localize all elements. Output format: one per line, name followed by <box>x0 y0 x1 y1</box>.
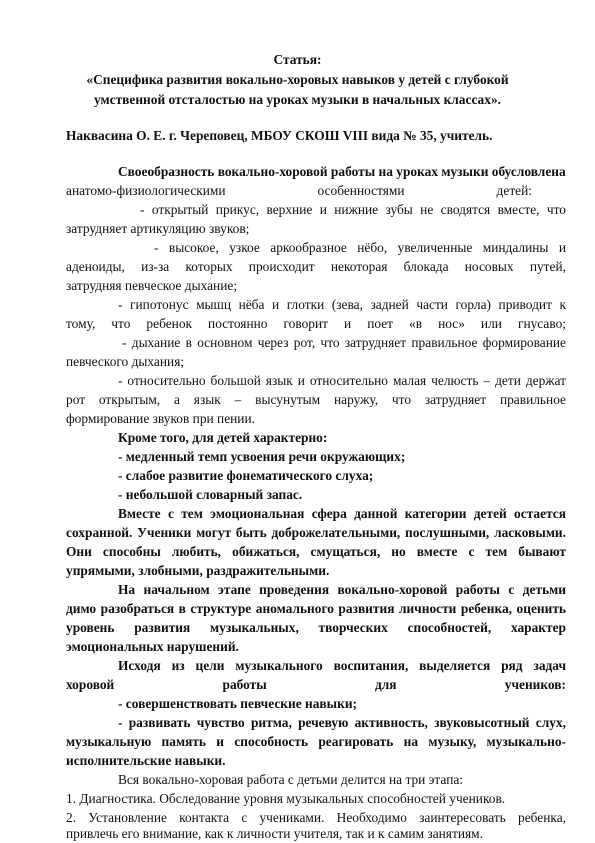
paragraph-line: - дыхание в основном через рот, что затрудняет правильное формирование <box>122 335 566 350</box>
paragraph-line: хоровой работы для учеников: <box>66 677 566 692</box>
list-item: 2. Установление контакта с учениками. Необходимо заинтересовать ребенка, <box>66 810 566 825</box>
paragraph-line: сохранной. Ученики могут быть доброжелательными, послушными, ласковыми. <box>66 525 566 540</box>
list-item: - совершенствовать певческие навыки; <box>118 696 357 711</box>
paragraph-line: Своеобразность вокально-хоровой работы на уроках музыки обусловлена <box>118 164 566 179</box>
list-item: - медленный темп усвоения речи окружающих; <box>118 449 406 464</box>
paragraph-line: исполнительские навыки. <box>66 753 226 768</box>
paragraph-line: затрудняя певческое дыхание; <box>66 278 238 293</box>
author-line: Наквасина О. Е. г. Череповец, МБОУ СКОШ VIII вида № 35, учитель. <box>66 128 493 143</box>
paragraph-line: привлечь его внимание, как к личности учителя, так и к самим занятиям. <box>66 826 483 841</box>
list-item: 1. Диагностика. Обследование уровня музыкальных способностей учеников. <box>66 791 506 806</box>
paragraph-line: музыкальную память и способность реагировать на музыку, музыкально- <box>66 734 566 749</box>
article-title-line-2: умственной отсталостью на уроках музыки в начальных классах». <box>94 92 501 107</box>
paragraph-line: рот открытым, а язык – высунутым наружу, что затрудняет правильное <box>66 392 566 407</box>
paragraph-line: Они способны любить, обижаться, смущаться, но вместе с тем бывают <box>66 544 566 559</box>
paragraph-line: эмоциональных нарушений. <box>66 639 239 654</box>
paragraph-line: - открытый прикус, верхние и нижние зубы не сводятся вместе, что <box>140 202 566 217</box>
paragraph-line: Вся вокально-хоровая работа с детьми делится на три этапа: <box>118 772 464 787</box>
paragraph-line: димо разобраться в структуре аномального развития личности ребенка, оценить <box>66 601 566 616</box>
paragraph-line: певческого дыхания; <box>66 354 185 369</box>
list-item: - небольшой словарный запас. <box>118 487 303 502</box>
paragraph-line: - высокое, узкое аркообразное нёбо, увеличенные миндалины и <box>154 240 566 255</box>
paragraph-line: уровень развития музыкальных, творческих способностей, характер <box>66 620 566 635</box>
paragraph-line: - гипотонус мышц нёба и глотки (зева, задней части горла) приводит к <box>118 297 566 312</box>
article-label: Статья: <box>273 52 322 67</box>
paragraph-line: аденоиды, из-за которых происходит некоторая блокада носовых путей, <box>66 259 566 274</box>
paragraph-line: Исходя из цели музыкального воспитания, выделяется ряд задач <box>118 658 566 673</box>
list-item: - развивать чувство ритма, речевую активность, звуковысотный слух, <box>118 715 566 730</box>
paragraph-line: анатомо-физиологическими особенностями детей: <box>66 183 532 198</box>
paragraph-line: формирование звуков при пении. <box>66 411 255 426</box>
paragraph-line: затрудняет артикуляцию звуков; <box>66 221 250 236</box>
paragraph-line: Вместе с тем эмоциональная сфера данной категории детей остается <box>118 506 566 521</box>
paragraph-line: На начальном этапе проведения вокально-хоровой работы с детьми <box>118 582 566 597</box>
paragraph-line: - относительно большой язык и относительно малая челюсть – дети держат <box>118 373 566 388</box>
article-title-line-1: «Специфика развития вокально-хоровых навыков у детей с глубокой <box>86 72 509 87</box>
list-item: - слабое развитие фонематического слуха; <box>118 468 374 483</box>
paragraph-line: упрямыми, злобными, раздражительными. <box>66 563 330 578</box>
paragraph-line: Кроме того, для детей характерно: <box>118 430 328 445</box>
paragraph-line: тому, что ребенок постоянно говорит и поет «в нос» или гнусаво; <box>66 316 566 331</box>
